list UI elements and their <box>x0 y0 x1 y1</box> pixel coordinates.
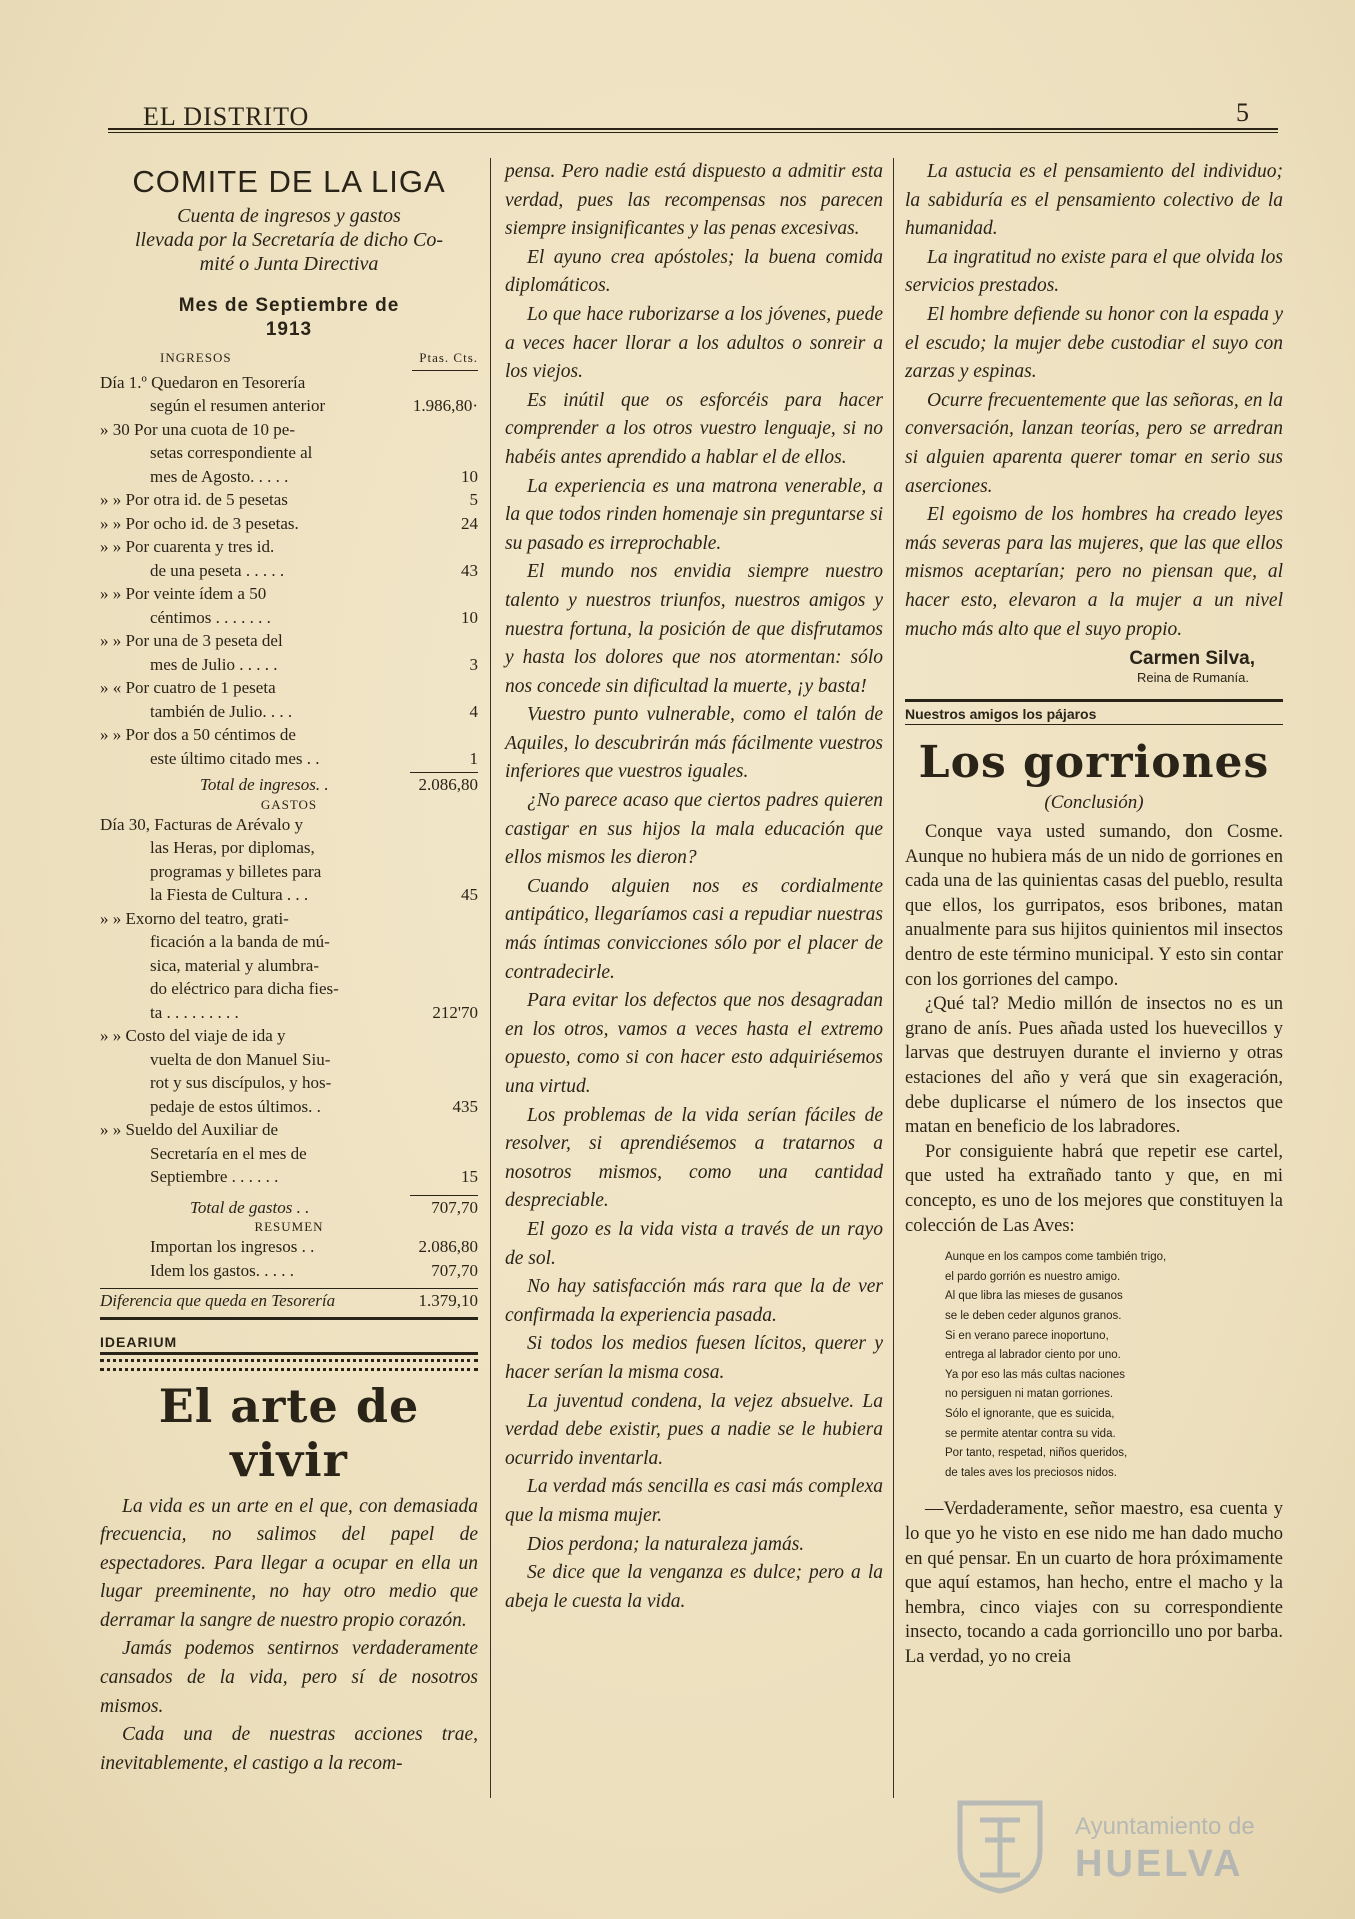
poem: Aunque en los campos come también trigo, el pardo gorrión es nuestro amigo. Al que libra las mieses de gusanos se le deben ceder algunos granos. Si en verano parece inoportuno, entrega al labrador ciento por uno. Ya por eso las más cultas naciones no persiguen ni matan gorriones. Sólo el ignorante, que es suicida, se permite atentar contra su vida. Por tanto, respetad, niños queridos, de tales aves los preciosos nidos. <box>945 1251 1167 1479</box>
ledger-row: Día 30, Facturas de Arévalo y <box>100 814 303 834</box>
ledger-row: » » Por cuarenta y tres id. <box>100 537 275 556</box>
ledger-row: Secretaría en el mes de <box>150 1143 307 1163</box>
ledger-row: » » Por dos a 50 céntimos de <box>100 725 296 744</box>
ledger-row: las Heras, por diplomas, <box>150 838 315 857</box>
ledger-row: pedaje de estos últimos. . 435 <box>150 1096 478 1116</box>
arte-text-col2: pensa. Pero nadie está dispuesto a admitir esta verdad, pues las recompensas nos parecen siempre insignificantes y las penas excesivas. El ayuno crea apóstoles; la buena comida diplomáticos. Lo que hace ruborizarse a los jóvenes, puede a veces hacer llorar a los adultos o sonreir a los viejos. Es inútil que os esforcéis para hacer comprender a los otros vuestro lenguaje, si no habéis antes aprendido a hablar el de ellos. La experiencia es una matrona venerable, a la que todos rinden homenaje sin preguntarse si su pasado es irreprochable. El mundo nos envidia siempre nuestro talento y nuestros triunfos, nuestros amigos y nuestra fortuna, la posición de que disfrutamos y hasta los dolores que nos atormentan: sólo nos concede sin dificultad la muerte, ¡y basta! Vuestro punto vulnerable, como el talón de Aquiles, lo descubrirán más fácilmente vuestros inferiores que vuestros iguales. ¿No parece acaso que ciertos padres quieren castigar en sus hijos la mala educación que ellos mismos les dieron? Cuando alguien nos es cordialmente antipático, llegaríamos casi a repudiar nuestras más íntimas convicciones sólo por el placer de contradecirle. Para evitar los defectos que nos desagradan en los otros, vamos a veces hasta el extremo opuesto, como si con hacer esto adquiriésemos una virtud. Los problemas de la vida serían fáciles de resolver, si aprendiésemos a tratarnos a nosotros mismos, como una cantidad despreciable. El gozo es la vida vista a través de un rayo de sol. No hay satisfacción más rara que la de ver confirmada la experiencia pasada. Si todos los medios fuesen lícitos, querer y hacer serían la misma cosa. La juventud condena, la vejez absuelve. La verdad debe existir, pues a nadie se le hubiera ocurrido inventarla. La verdad más sencilla es casi más complexa que la misma mujer. Dios perdona; la naturaleza jamás. Se dice que la venganza es dulce; pero a la abeja le cuesta la vida. <box>505 161 883 1612</box>
ledger-row: setas correspondiente al <box>150 443 313 462</box>
ledger-row: » » Por otra id. de 5 pesetas 5 <box>100 490 478 509</box>
ledger-row: programas y billetes para <box>150 861 322 881</box>
conclusion-label: (Conclusión) <box>1044 792 1144 814</box>
arte-heading: El arte de vivir <box>158 1378 420 1487</box>
ledger-row: ta . . . . . . . . . 212'70 <box>150 1002 478 1022</box>
watermark-line1: Ayuntamiento de <box>1075 1813 1255 1840</box>
gorriones-text-end: —Verdaderamente, señor maestro, esa cuenta y lo que yo he visto en ese nido me han dado mucho en qué pensar. En un cuarto de hora próximamente que aquí estamos, han hecho, entre el macho y la hembra, cinco viajes con su correspondiente insecto, tocando a cada gorrioncillo uno por barba. La verdad, yo no creia <box>905 1499 1283 1667</box>
ledger-row: » » Costo del viaje de ida y <box>100 1026 286 1045</box>
comite-heading: COMITE DE LA LIGA <box>132 164 446 199</box>
comite-subtitle: Cuenta de ingresos y gastos llevada por la Secretaría de dicho Co- mité o Junta Directiva <box>134 205 444 275</box>
idearium-label: IDEARIUM <box>100 1333 178 1350</box>
ledger-row: ficación a la banda de mú- <box>150 932 330 951</box>
ledger-row: » » Sueldo del Auxiliar de <box>100 1120 279 1139</box>
ledger-row: según el resumen anterior 1.986,80· <box>150 396 478 415</box>
column-3 <box>905 158 1283 1669</box>
author-signature: Carmen Silva, <box>1129 648 1255 670</box>
ledger-row: de una peseta . . . . . 43 <box>150 560 478 580</box>
gorriones-heading: Los gorriones <box>918 737 1270 789</box>
resumen-row: Importan los ingresos . . 2.086,80 <box>150 1237 478 1256</box>
gorriones-text: Conque vaya usted sumando, don Cosme. Aunque no hubiera más de un nido de gorriones en cada una de las quinientas casas del pueblo, resulta que ellos, los gurripatos, esos bribones, matan anualmente para sus hijitos quinientos mil insectos dentro de este término municipal. Y esto sin contar con los gorriones del campo. ¿Qué tal? Medio millón de insectos no es un grano de anís. Pues añada usted los huevecillos y larvas que destruyen durante el invierno y otras estaciones del año y verá que sin exageración, debe duplicarse el número de los insectos que matan en beneficio de los labradores. Por consiguiente habrá que repetir ese cartel, que usted ha extrañado tanto y que, en mi concepto, es uno de los mejores que constituyen la colección de Las Aves: <box>905 822 1283 1236</box>
column-1 <box>100 158 478 1778</box>
ledger-row: » » Por una de 3 peseta del <box>100 631 283 650</box>
ledger-row: vuelta de don Manuel Siu- <box>150 1049 331 1069</box>
ingresos-header: INGRESOS <box>160 350 232 365</box>
ledger-row: » » Por veinte ídem a 50 <box>100 584 267 603</box>
resumen-header: RESUMEN <box>254 1219 324 1234</box>
header-rule <box>108 128 1278 130</box>
ledger-row: Septiembre . . . . . . 15 <box>150 1167 478 1186</box>
ledger-row: rot y sus discípulos, y hos- <box>150 1073 332 1092</box>
ledger-row: » » Por ocho id. de 3 pesetas. 24 <box>100 513 478 533</box>
ledger-row: » » Exorno del teatro, grati- <box>100 908 289 928</box>
diferencia-row: Diferencia que queda en Tesorería 1.379,10 <box>100 1291 478 1310</box>
total-gastos: Total de gastos . . 707,70 <box>190 1197 478 1217</box>
author-title: Reina de Rumanía. <box>1136 670 1249 686</box>
ledger-row: » 30 Por una cuota de 10 pe- <box>100 419 295 439</box>
watermark <box>950 1795 1280 1895</box>
ledger-row: Día 1.º Quedaron en Tesorería <box>100 372 306 392</box>
ledger-row: mes de Agosto. . . . . 10 <box>150 466 478 486</box>
ledger-row: sica, material y alumbra- <box>150 955 319 975</box>
ledger-row: este último citado mes . . 1 <box>150 748 478 768</box>
ledger-row: la Fiesta de Cultura . . . 45 <box>150 885 478 904</box>
pajaros-label: Nuestros amigos los pájaros <box>905 706 1097 723</box>
column-divider <box>490 158 491 1798</box>
shield-icon <box>950 1795 1050 1895</box>
header-rule-thin <box>108 132 1278 133</box>
month-heading: Mes de Septiembre de 1913 <box>178 295 400 340</box>
arte-text-col1: La vida es un arte en el que, con demasiada frecuencia, no salimos del papel de espectadores. Para llegar a ocupar en ella un lugar preeminente, no hay otro medio que derramar la sangre de nuestro propio corazón. Jamás podemos sentirnos verdaderamente cansados de la vida, pero sí de nosotros mismos. Cada una de nuestras acciones trae, inevitablemente, el castigo a la recom- <box>100 1495 478 1774</box>
watermark-line2: HUELVA <box>1075 1843 1244 1885</box>
column-2 <box>505 158 883 1616</box>
gastos-header: GASTOS <box>260 796 318 812</box>
ledger-row: mes de Julio . . . . . 3 <box>150 654 478 674</box>
page-number: 5 <box>1236 98 1249 127</box>
ledger-row: también de Julio. . . . 4 <box>150 701 478 721</box>
resumen-row: Idem los gastos. . . . . 707,70 <box>150 1260 478 1280</box>
ptas-header: Ptas. Cts. <box>419 350 478 365</box>
ledger-row: céntimos . . . . . . . 10 <box>150 607 478 627</box>
section-rule <box>905 699 1283 702</box>
total-ingresos: Total de ingresos. . 2.086,80 <box>200 775 478 794</box>
ledger-row: do eléctrico para dicha fies- <box>150 979 339 998</box>
arte-text-col3: La astucia es el pensamiento del individuo; la sabiduría es el pensamiento colectivo de la humanidad. La ingratitud no existe para el que olvida los servicios prestados. El hombre defiende su honor con la espada y el escudo; la mujer debe custodiar el suyo con zarzas y espinas. Ocurre frecuentemente que las señoras, en la conversación, lanzan teorías, pero se arredran si alguien aparenta querer tomar en serio sus aserciones. El egoismo de los hombres ha creado leyes más severas para las mujeres, que las que ellos mismos aceptarían; pero no piensan que, al hacer esto, elevaron a la mujer a un nivel mucho más alto que el suyo propio. <box>905 161 1283 640</box>
newspaper-title: EL DISTRITO <box>143 102 310 131</box>
ledger-row: » « Por cuatro de 1 peseta <box>100 678 276 697</box>
column-divider <box>893 158 894 1798</box>
